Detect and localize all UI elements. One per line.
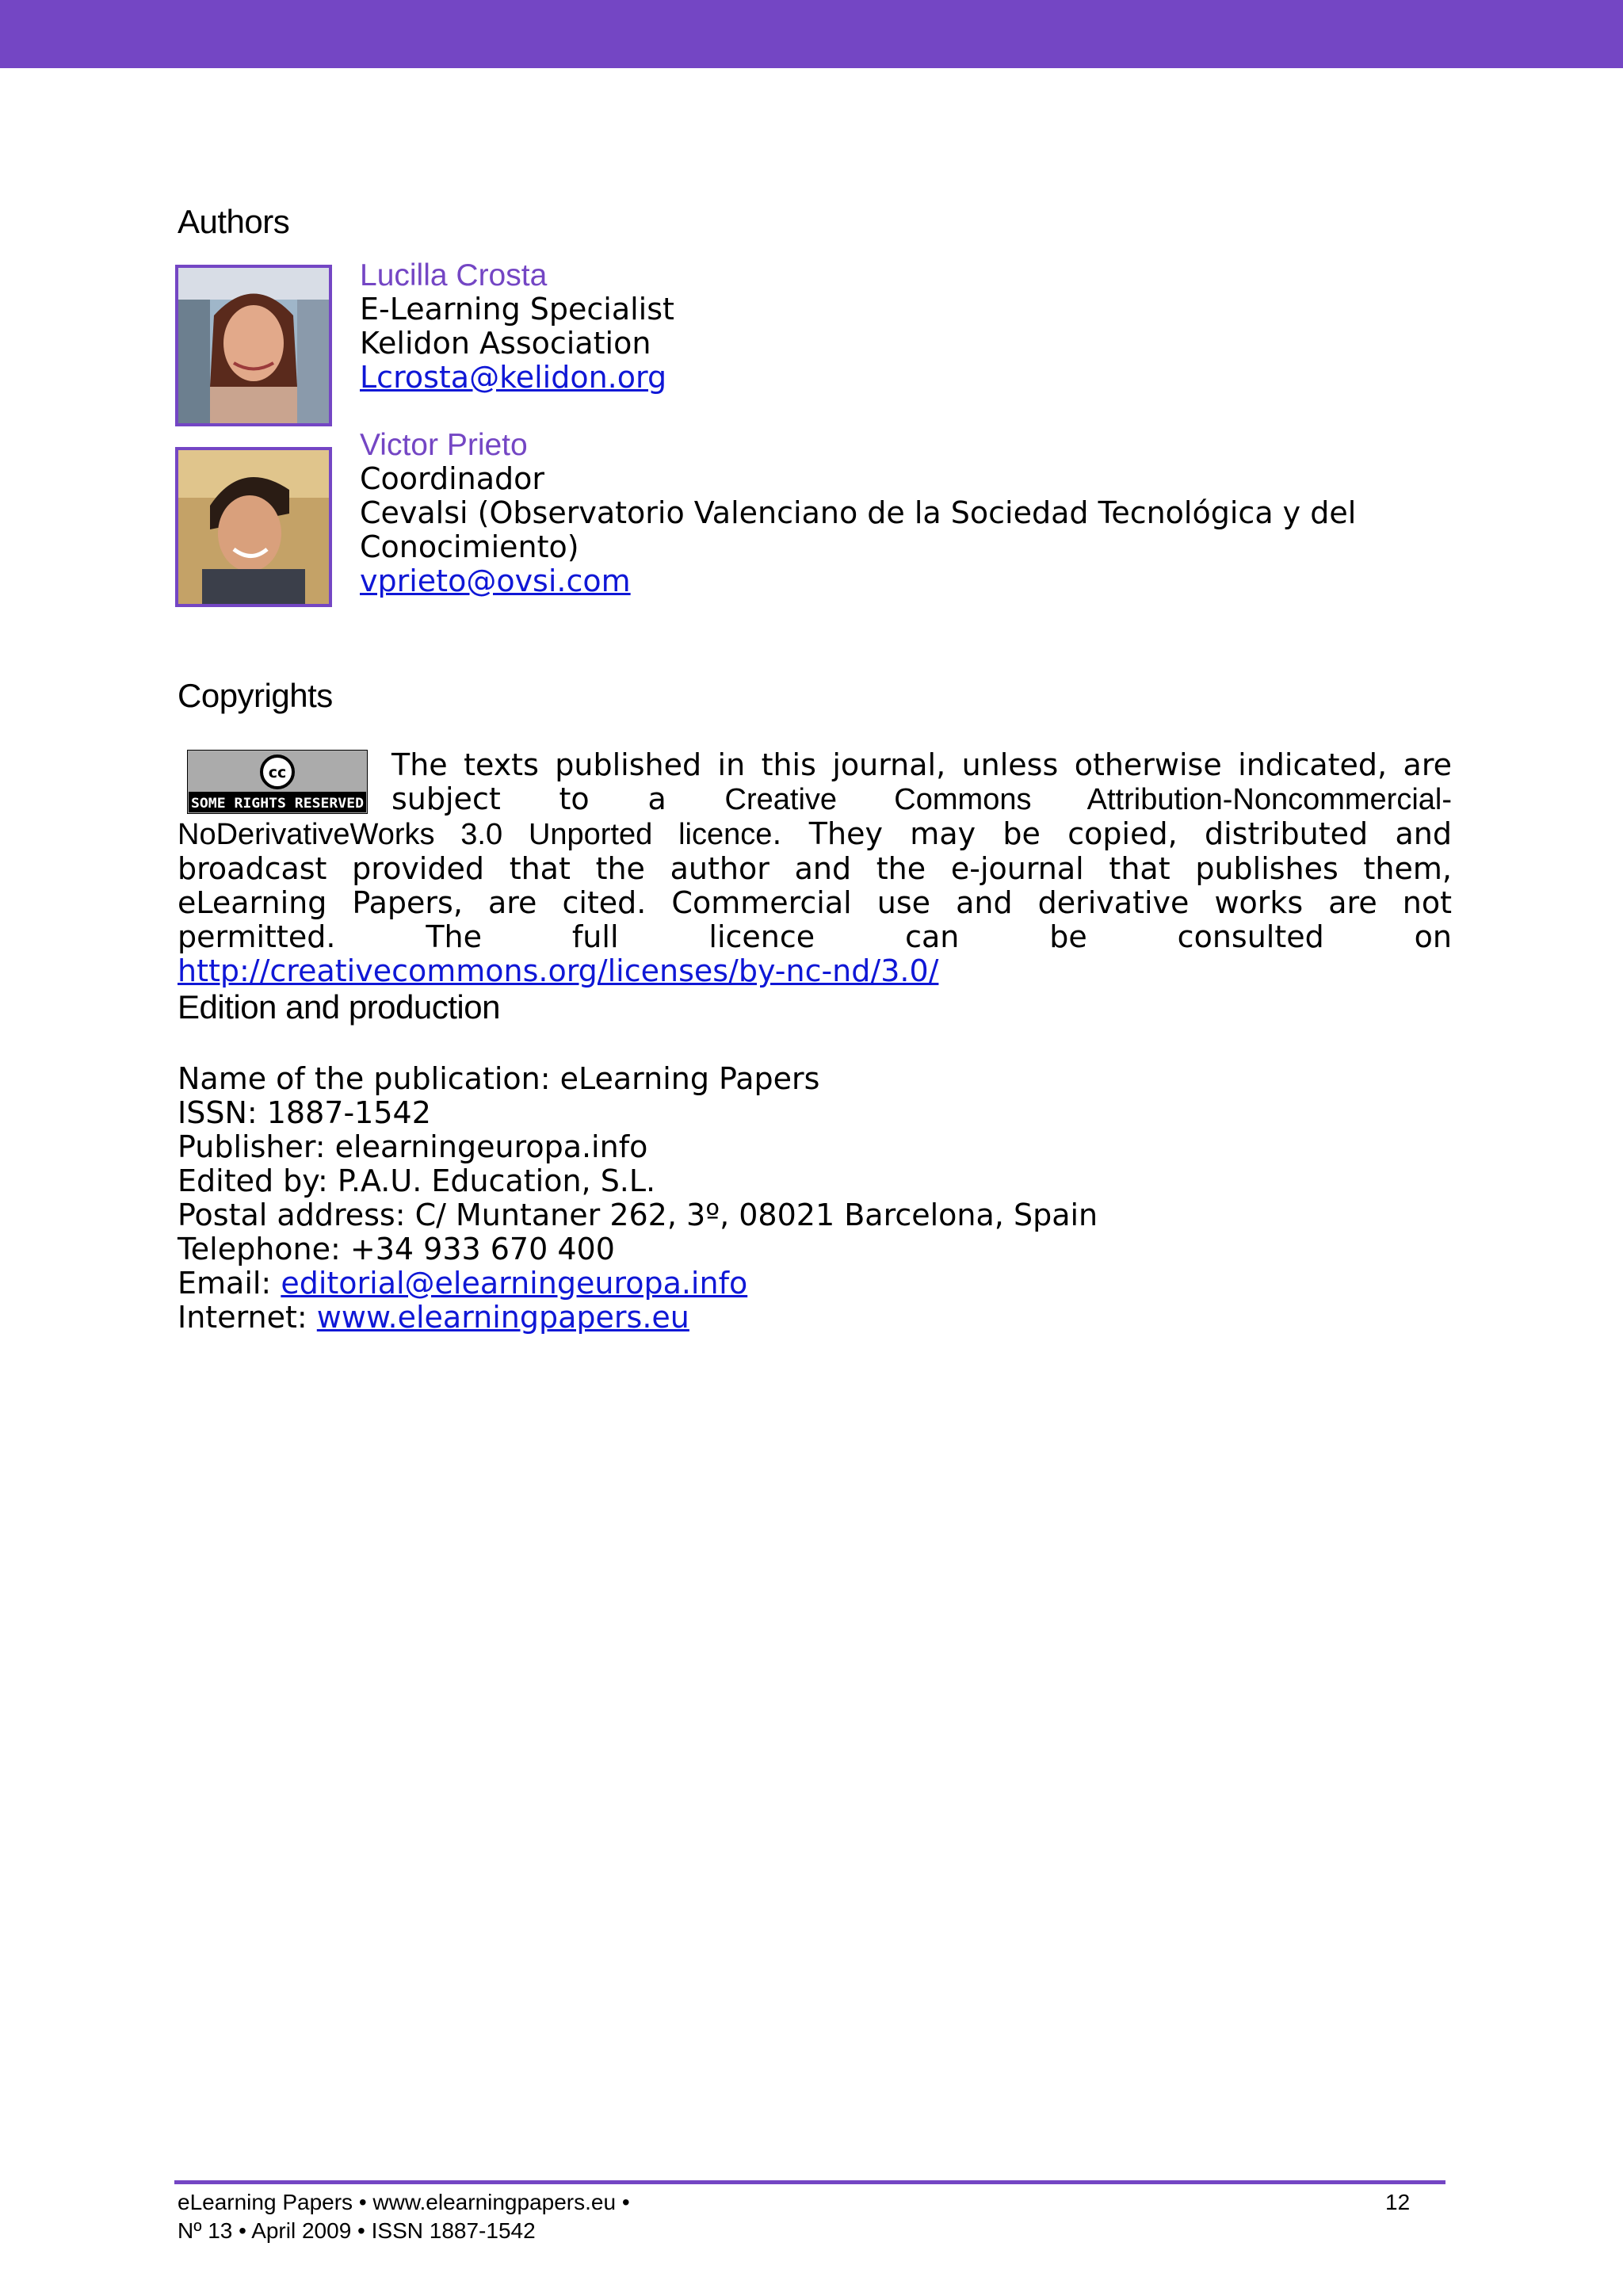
edition-details [178,1062,1098,1335]
author-photo-prieto [175,447,332,607]
author-name: Victor Prieto [360,428,528,462]
author-affiliation-line: Conocimiento) [360,529,579,564]
footer-divider [174,2180,1445,2184]
authors-heading: Authors [178,203,290,240]
author-photo-crosta [175,265,332,426]
copyright-paragraph [178,748,1452,988]
author-card-crosta [360,258,674,395]
portrait-man-image [178,450,329,604]
author-role: Coordinador [360,461,545,496]
header-bar [0,0,1623,68]
internet-line [178,1301,1098,1335]
copyright-body-text: . They may be copied, distributed and broadcast provided that the author and the e-journal that publishes them, eLearning Papers, are cited. Commercial use and derivative works are not permitted. The full licence can be consulted on [178,816,1452,954]
website-link[interactable]: www.elearningpapers.eu [316,1300,689,1335]
telephone-line: Telephone: +34 933 670 400 [178,1232,615,1266]
licence-url-link[interactable]: http://creativecommons.org/licenses/by-nc-nd/3.0/ [178,953,939,988]
copyrights-heading: Copyrights [178,677,333,714]
edited-by-line: Edited by: P.A.U. Education, S.L. [178,1163,656,1198]
author-email-link[interactable]: vprieto@ovsi.com [360,563,631,598]
author-affiliation: Kelidon Association [360,326,651,361]
copyright-intro-text: The texts published in this journal, unless otherwise indicated, are subject to a [391,747,1452,816]
author-name: Lucilla Crosta [360,258,548,292]
email-line [178,1266,1098,1301]
issn-line: ISSN: 1887-1542 [178,1095,431,1130]
portrait-woman-image [178,268,329,423]
editorial-email-link[interactable]: editorial@elearningeuropa.info [281,1266,748,1301]
author-email-link[interactable]: Lcrosta@kelidon.org [360,360,667,395]
cc-badge-symbol: cc [268,764,287,781]
author-card-prieto [360,428,1356,598]
author-role: E-Learning Specialist [360,292,674,327]
postal-address-line: Postal address: C/ Muntaner 262, 3º, 08021 Barcelona, Spain [178,1198,1098,1232]
internet-label: Internet: [178,1300,317,1335]
cc-badge-label: SOME RIGHTS RESERVED [191,796,364,812]
footer-line-1: eLearning Papers • www.elearningpapers.eu • [178,2190,630,2214]
licence-name: Creative Commons Attribution-Noncommercial-NoDerivativeWorks 3.0 Unported licence [178,783,1452,851]
publisher-line: Publisher: elearningeuropa.info [178,1129,648,1164]
email-label: Email: [178,1266,281,1301]
author-affiliation-line: Cevalsi (Observatorio Valenciano de la Sociedad Tecnológica y del [360,495,1357,530]
edition-heading: Edition and production [178,988,500,1026]
publication-name: Name of the publication: eLearning Papers [178,1061,820,1096]
footer [178,2188,630,2245]
page-number: 12 [1385,2190,1411,2214]
footer-line-2: Nº 13 • April 2009 • ISSN 1887-1542 [178,2218,536,2243]
